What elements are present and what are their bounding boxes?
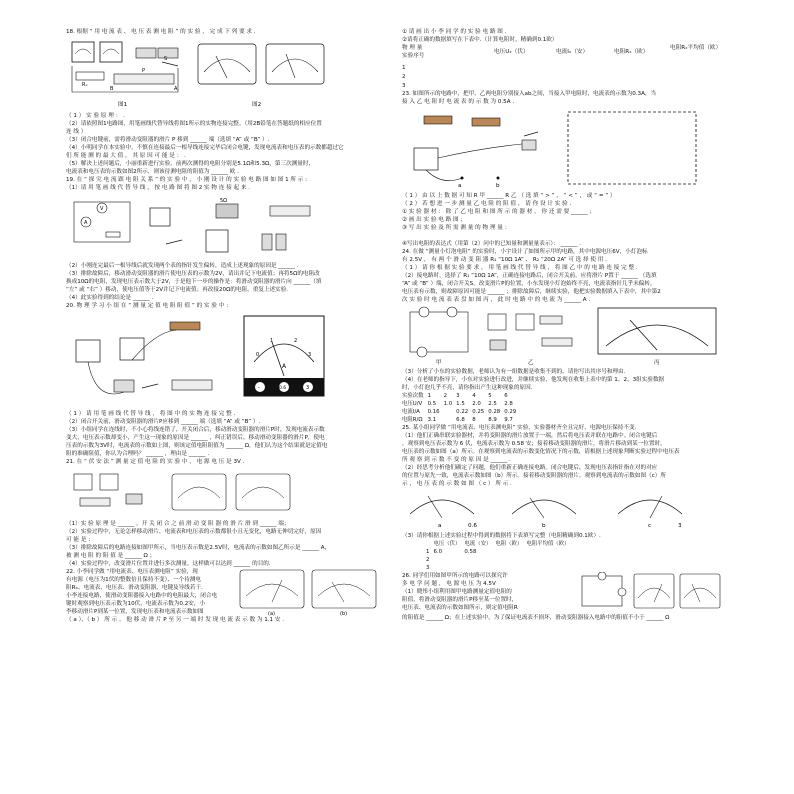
table-row-1: 1 6.0 0.58: [426, 549, 477, 555]
label-s: S: [164, 56, 168, 62]
label-a: A: [174, 86, 178, 92]
q23-p6: ② 画 出 实 验 电 路 图 ；: [402, 217, 466, 223]
label-b: B: [110, 86, 114, 92]
battery-icon: [522, 140, 536, 150]
q18-intro: 18. 根据 “ 用 电 流 表 、 电 压 表 测 电 阻 ” 的 实 验 ， 完 成 下 列 要 求 .: [66, 29, 256, 35]
label-yi: 乙: [528, 360, 534, 366]
table-row-3: 3: [426, 565, 430, 571]
q23-figure: [402, 108, 724, 190]
q19-p2d: “左” 或 “右” ）移动，使电压值等于2V并记下电流值；再改接20Ω的电阻，重复上述实验.: [66, 287, 289, 293]
rheostat-icon: [540, 316, 562, 324]
voltmeter-icon: [74, 474, 92, 490]
q25-p9: （3）请你根据上述实验过程中得到的数据将下表填写完整（电阻精确到0.1欧）.: [402, 533, 601, 539]
voltmeter-icon: [100, 42, 122, 62]
terminal-3: 3: [306, 385, 310, 391]
q23-p2: 接 入 乙 电 阻 时 电 流 表 的 示 数 为 0.5A .: [402, 99, 515, 105]
tick-2: 2: [294, 338, 298, 344]
battery-icon: [490, 340, 506, 350]
table-row-2: 2: [426, 557, 430, 563]
fig-b: (b): [340, 611, 348, 616]
ammeter-icon: [100, 474, 118, 490]
meter-b-icon: [512, 498, 576, 518]
voltmeter-icon: [488, 314, 506, 330]
q24-p6: 电压表有示数，则故障原因可能是 ______ ；排除故障后，继续实验，他把实验数据填入下表中，其中第2: [402, 289, 661, 295]
circuit-diagram-icon: [410, 312, 468, 352]
q20-circuit-figure: [66, 312, 388, 408]
switch-icon: [524, 132, 538, 136]
q20-p3c: 压表的示数为3V时，电流表的示数如上图，则该定值电阻阻值为 ______ Ω，他们认为这个结果就是定值电: [66, 443, 328, 449]
q18-figures: [66, 38, 388, 110]
q22-p6: 李移动滑片P到某一位置，发现电压表和电流表示数如图: [66, 609, 204, 615]
dial-a-icon: [172, 474, 226, 510]
q19-p2a: （2）小刚连完最后一根导线后就发现两个表的指针发生偏转，造成上述现象的原因是 ______ .: [66, 263, 299, 269]
q18-circuit-figure: [66, 38, 388, 110]
q22-p4: 小李连接电路，使滑动变阻器接入电路中的电阻最大，闭合电: [66, 593, 218, 599]
q18-p2a: （2）请依照图1电路图，用笔画线代替导线将图1所示的实物连接完整。（用2B铅笔在答题纸的相应位置: [66, 121, 322, 127]
rheostat-icon: [172, 380, 212, 390]
table-row-voltage: 电压U/V 0.5 1.0 1.5 2.0 2.5 2.8: [402, 401, 513, 407]
q24-p4: （2）接电路时，选择了 R₁ “10Ω 1A”，正确连接电路后，闭合开关前，应将滑片 P置于 ______ （选填: [402, 273, 657, 279]
ammeter-dial-bing-icon: [598, 308, 716, 354]
ammeter-icon: [150, 208, 170, 226]
table-row-2: 2: [402, 74, 406, 80]
q26-p6: 的阻值是 ______ Ω；在上述实验中，为了保证电流表不损坏，滑动变阻器接入电路中的阻值不小于 ______ Ω: [402, 615, 670, 621]
q21-circuit-figure: [66, 468, 388, 518]
q25-p8: 示 ， 电 压 表 的 示 数 如 图 （ c ） 所 示 .: [402, 481, 512, 487]
voltmeter-icon: [206, 230, 228, 252]
label-v: V: [100, 206, 104, 212]
q24-circuit-figure: [402, 306, 724, 366]
q23-p5: ① 实 验 器 材 ： 除 了 乙 电 阻 和 图 所 示 的 器 材 ， 你 还 需 要 ______ ；: [402, 209, 596, 215]
q19-circuit-figure: [66, 194, 388, 260]
q25-p2: （1）他们正确串联实验器材，并将变阻器的滑片放置于一端，然后将电压表并联在电路中。闭合电键后: [402, 433, 658, 439]
dial-b-icon: [236, 474, 290, 510]
resistor-jia-icon: [424, 116, 452, 124]
q20-p1: （ 1 ） 请 用 笔 画 线 代 替 导 线 ， 将 图 中 的 实 物 连 接 完 整 .: [66, 411, 236, 417]
answer-box: [568, 112, 696, 184]
fig1-caption: 图1: [118, 102, 128, 108]
tick-3: 3: [678, 523, 682, 529]
fig-b: b: [542, 523, 546, 529]
q18-p4a: （4）小明同学在本实验中，不慎在连接最后一根导线连接完毕后闭合电键，发现电流表和电压表的示数都超过它: [66, 145, 344, 151]
fig-c: c: [648, 523, 652, 529]
q26-p4: 阻值，将滑动变阻器的滑片P移至某一位置时，: [402, 597, 518, 603]
q18-p1: （ 1 ） 实 验 原 理 ： .: [66, 113, 125, 119]
q25-meters-figure: [402, 490, 724, 530]
table-row-header: 电压（伏） 电流（安） 电阻（欧） 电阻平均值（欧）: [433, 541, 570, 547]
q22-p2: 有电源（电压为1伏的整数倍且保持不变）、一个待测电: [66, 577, 202, 583]
ammeter-icon: [120, 338, 144, 360]
q24-p10: 时，小灯泡几乎不亮，请你指出产生这种现象的原因.: [402, 385, 533, 391]
table-row-resistance: 电阻R/Ω 3.1 6.8 8 8.9 9.7: [402, 417, 513, 423]
q21-p3b: 被 测 电 阻 的 阻 值 是 ______ Ω ；: [66, 553, 156, 559]
q22-data-table: [402, 44, 724, 90]
switch-icon: [142, 384, 158, 388]
q20-p2: （2）闭合开关前，滑动变阻器的滑片P应移到 ______ 端（选填 “A” 或 “B” ）.: [66, 419, 261, 425]
q20-p3b: 变大，电压表示数却变小，产生这一现象的原因是 ______ ，纠正错误后，移动滑动变阻器的滑片P，使电: [66, 435, 325, 441]
table-row-current: 电流I/A 0.16 0.22 0.25 0.28 0.29: [402, 409, 517, 415]
fig2-caption: 图2: [252, 102, 262, 108]
q24-p9: （4）在老师的指导下，小东对实验进行改进，并继续实验，他发现在收集上表中的第 1、2、3组实验数据: [402, 377, 665, 383]
q21-p3a: （3）排除故障后的电路连接如图甲所示，当电压表示数是2.5V时，电流表的示数如图乙所示是 ______ A，: [66, 545, 331, 551]
q24-p5: “A” 或 “B” ）端，闭合开关S，改变滑片P的位置，小东发现小灯泡始终不亮，电流表指针几乎未偏转，: [402, 281, 656, 287]
q19-figures: [66, 194, 388, 260]
label-a: A: [84, 220, 88, 226]
q20-p3d: 阻的准确阻值，你认为合理吗？ ______ ，理由是 ______ .: [66, 451, 210, 457]
q23-p8: ④写出电阻的表达式（用第（2）问中的已知量和测量量表示）： ______ .: [402, 241, 581, 247]
table-header-avg: 电阻Rₓ平均值（欧）: [670, 45, 722, 51]
q24-table: [402, 392, 520, 424]
q19-p2e: （4）此实验得到的结论是 ______ .: [66, 295, 154, 301]
ammeter-dial-icon: [244, 316, 324, 396]
tick-0: 0: [256, 352, 260, 358]
resistor-icon: [170, 322, 200, 330]
q26-circuit-figure: [578, 572, 724, 614]
q18-p2b: 连 线 ）: [66, 129, 87, 135]
q25-p6: （2）经思考分析他们确定了问题，他们重新正确连接电路。闭合电键后，发现电压表指针指在对的对应: [402, 465, 658, 471]
q19-p2c: 换成10Ω的电阻，发现电压表示数大于2V，于是他下一步的操作是：将滑动变阻器的滑片向 ______（填: [66, 279, 322, 285]
q23-p7: ③ 写 出 实 验 及 所 需 测 量 的 物 理 量 ：: [402, 225, 511, 231]
battery-icon: [114, 380, 134, 392]
battery-icon: [126, 494, 142, 504]
q24-p3: （ 1 ） 请 你 根 据 实 验 要 求 ， 用 笔 画 线 代 替 导 线 ， 将 图 乙 中 的 电 路 连 接 完 整 .: [402, 265, 638, 271]
fig-a: a: [438, 523, 442, 529]
meter-a-icon: [680, 574, 720, 608]
q26-block: [402, 572, 724, 614]
unit-a: A: [282, 363, 287, 370]
tick-1: 1: [270, 338, 274, 344]
q19-p2b: （3）排除故障后，移动滑动变阻器的滑片使电压表的示数为2V，请出并记下电流值；再将5Ω的电阻改: [66, 271, 320, 277]
label-p: P: [142, 68, 146, 74]
q23-p3: （ 1 ） 由 以 上 数 据 可 知 R 甲 ______ R 乙 （ 选 填 “ > ” ， “ < ” ， 或 “ = ” ）: [402, 193, 616, 199]
q23-p4: （ 2 ） 若 想 进 一 步 测 量 乙 电 阻 的 阻 值 ， 请 你 设 计 实 验 .: [402, 201, 572, 207]
q22-p5: 键时观察到电压表示数为10伏，电流表示数为0.2安，小: [66, 601, 206, 607]
q22-meters-figure: [236, 568, 386, 616]
table-row-1: 1: [402, 65, 406, 71]
q21-intro: 21. 在 “ 伏 安 法 ” 测 量 定 值 电 阻 的 实 验 中 ， 电 源 电 压 是 3V .: [66, 459, 245, 465]
terminal-neg: -: [258, 385, 260, 391]
label-rx: Rₓ: [82, 82, 88, 88]
q25-p4: 电压表的示数如图（a）所示。在观察到电流表的示数变化情况下的示数，请根据上述现象判断实验过程中电压表: [402, 449, 680, 455]
q22-p1: 22. 小李同学做 “用电流表、电压表测电阻” 实验，现: [66, 569, 198, 575]
tick-06: 0.6: [468, 523, 477, 529]
left-column: [66, 28, 388, 624]
circuit-diagram-icon: [582, 576, 622, 606]
q26-p3: （1）晓彤小组利用图甲电路测量定值电阻的: [402, 589, 512, 595]
q22-block: [66, 568, 388, 616]
q24-p8: （3）分析了小东的实验数据，老师认为有一组数据是收集不到的，请你写出其序号和理由.: [402, 369, 626, 375]
q22-cont-p2: ②请将正确的数据填写在下表中.（计算电阻时，精确到0.1欧）: [402, 37, 558, 43]
battery-icon: [262, 234, 272, 250]
switch-icon: [166, 240, 182, 244]
ammeter-icon: [516, 314, 534, 330]
q21-p2a: （2）实验过程中，无论怎样移动滑片，电流表和电压表的示数都很小且无变化，电路无伸切完好，原因: [66, 529, 322, 535]
meter-c-icon: [618, 496, 682, 518]
q18-p5b: 电流表和电压表的示数如图2所示，则该待测电阻的阻值为 ______ 欧 .: [66, 169, 239, 175]
label-a: a: [458, 183, 462, 189]
resistor-icon: [76, 72, 104, 80]
rheostat-icon: [270, 206, 310, 216]
ammeter-icon: [414, 148, 438, 170]
resistor-yi-icon: [472, 118, 500, 126]
table-header-i: 电流Iₓ（安）: [556, 49, 589, 55]
table-header-quantity: 物 理 量: [402, 45, 423, 51]
switch-icon: [162, 62, 178, 66]
label-bing: 丙: [654, 360, 660, 366]
resistor-5ohm-icon: [216, 204, 238, 218]
q25-p7: 的位置与原先一致，电流表示数如图（b）所示。接着移动变阻器的滑片，观察到电流表的示数如图（c）所: [402, 473, 666, 479]
battery-icon: [136, 48, 156, 58]
q21-figures: [66, 468, 388, 518]
q23-p1: 23. 如图所示的电路中，把甲、乙两电阻分别接入ab之间，当接入甲电阻时，电流表的示数为0.3A，当: [402, 91, 657, 97]
q20-intro: 20. 物 理 学 习 小 组 在 “ 测 量 定 值 电 阻 阻 值 ” 的 实 验 中 ：: [66, 303, 232, 309]
table-header-r: 电阻Rₓ（欧）: [614, 49, 649, 55]
q22-p3: 阻Rₓ、电流表、电压表、滑动变阻器、电键及导线若干.: [66, 585, 203, 591]
terminal-06: 0.6: [279, 386, 287, 391]
q18-p4b: 们 所 能 测 的 最 大 值 ， 其 原 因 可 能 是 ： .: [66, 153, 186, 159]
q25-table: [426, 540, 573, 572]
q25-figures: [402, 490, 724, 530]
q25-p5: 所 观 察 到 示 数 不 变 的 原 因 是 ______ .: [402, 457, 511, 463]
meter-ammeter-icon: [266, 44, 324, 84]
table-header-index: 实验序号: [402, 53, 425, 59]
q21-p2b: 可 能 是 ；: [66, 537, 94, 543]
q18-p5a: （5）解决上述问题后，小丽重新进行实验，前两次测得的电阻分别是5.1Ω和5.3Ω，第三次测量时，: [66, 161, 315, 167]
q24-p1: 24. 在做 “测量小灯泡电阻” 的实验时，小宇设计了如图所示甲的电路，其中电源电压6V，小灯泡标: [402, 249, 648, 255]
q24-p2: 有 2.5V ， 有 两 个 滑 动 变 阻 器 R₁ “10Ω 1A” 、 R₂ “20Ω 2A” 可 选 择 使 用 .: [402, 257, 607, 263]
table-row-header: 实验次数 1 2 3 4 5 6: [402, 393, 508, 399]
meter-voltmeter-icon: [198, 44, 256, 84]
q20-figures: [66, 312, 388, 408]
q25-p1: 25. 某小组同学做 “用电流表、电压表测电阻” 实验，实验器材齐全且完好，电源电压保持不变.: [402, 425, 637, 431]
rheostat-icon: [114, 74, 174, 84]
rheostat-icon: [80, 498, 110, 506]
q24-p7: 次 实 验 时 电 流 表 表 盘 如 图 丙 ， 此 时 电 路 中 的 电 流 为 ______ A .: [402, 297, 591, 303]
q24-figures: [402, 306, 724, 366]
q19-intro: 19. 在 “ 探 究 电 流 跟 电 阻 关 系 ” 的 实 验 中 ， 小 刚 设 计 的 实 验 电 路 图 如 图 1 所 示 :: [66, 177, 308, 183]
q26-p1: 26. 同学们用如图甲所示的电路可以探究许: [402, 573, 508, 579]
q26-p5: 电压表、电流表的示数如图所示，则定值电阻R: [402, 605, 518, 611]
label-b: b: [496, 183, 500, 189]
meter-b-icon: [312, 570, 376, 608]
meter-v-icon: [634, 574, 674, 608]
q21-p4: （4）实验过程中，改变滑片位置并进行多次测量，这样做可以达到 ______ 的目的.: [66, 561, 271, 567]
label-5ohm: 5Ω: [220, 198, 228, 204]
table-header-u: 电压Uₓ（伏）: [494, 49, 529, 55]
right-column: [402, 28, 724, 622]
q21-p1: （1）实 验 原 理 是 ______ ，开 关 闭 合 之 前 滑 动 变 阻 器 的 滑 片 滑 到 ______ 端；: [66, 521, 290, 527]
q19-p1: （1）请 用 笔 画 线 代 替 导 线 ， 按 电 路 图 将 图 2 实 物 连 接 起 来 .: [66, 185, 251, 191]
tick-3: 3: [308, 352, 312, 358]
voltmeter-icon: [76, 340, 100, 362]
q26-p2: 多 电 学 问 题 ， 电 源 电 压 为 4.5V: [402, 581, 496, 587]
label-jia: 甲: [436, 360, 442, 366]
meter-a-icon: [410, 496, 474, 518]
ammeter-icon: [72, 42, 94, 62]
fig-a: (a): [268, 611, 275, 616]
q25-p3: ，观察到电压表示数为 6 伏，电流表示数为 0.58 安；接着移动变阻器的滑片，将滑片移动到某一位置时，: [402, 441, 666, 447]
q20-p3a: （3）小组同学在连线时，不小心将线连错了，开关闭合后，移动滑动变阻器的滑片P时，发现电流表示数: [66, 427, 325, 433]
q23-circuit-figure: [402, 108, 724, 190]
table-row-3: 3: [402, 83, 406, 89]
q22-p7: （ a ）、（ b ） 所 示 。 他 移 动 滑 片 P 至 另 一 端 时 发 现 电 流 表 示 数 为 1.1 安 .: [66, 617, 285, 623]
meter-a-icon: [240, 570, 304, 608]
q18-p3: （3）闭合电键前，需将滑动变阻器的滑片 P 移到 ______ 端（选填 “A” 或 “B” ）.: [66, 137, 270, 143]
q22-cont-p1: ① 请 画 出 小 李 同 学 的 实 验 电 路 图 .: [402, 29, 507, 35]
